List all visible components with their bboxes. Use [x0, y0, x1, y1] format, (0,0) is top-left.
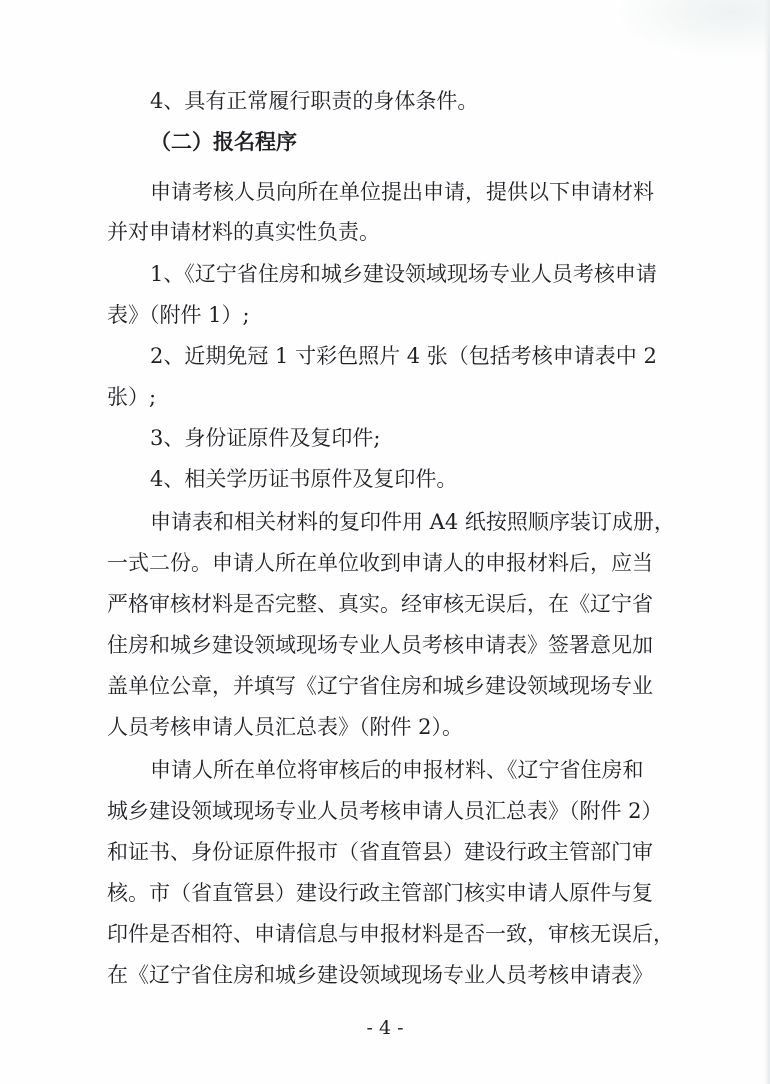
paragraph-line: 印件是否相符、申请信息与申报材料是否一致，审核无误后，: [107, 922, 674, 946]
paragraph-line: 在《辽宁省住房和城乡建设领域现场专业人员考核申请表》: [107, 963, 653, 987]
list-item-application-form: 1、《辽宁省住房和城乡建设领域现场专业人员考核申请: [150, 262, 657, 286]
page-number: - 4 -: [366, 1017, 404, 1039]
paragraph-line: 并对申请材料的真实性负责。: [107, 220, 380, 244]
list-item-education-certificate: 4、相关学历证书原件及复印件。: [150, 467, 458, 491]
paragraph-line: 张）;: [107, 385, 157, 409]
paragraph-line: 申请考核人员向所在单位提出申请，提供以下申请材料: [150, 180, 654, 204]
section-heading-registration-procedure: （二）报名程序: [150, 130, 297, 154]
paragraph-line: 盖单位公章，并填写《辽宁省住房和城乡建设领域现场专业: [107, 674, 653, 698]
paragraph-line: 申请表和相关材料的复印件用 A4 纸按照顺序装订成册，: [150, 510, 675, 534]
scan-edge-shadow: [764, 0, 770, 1084]
list-item-physical-condition: 4、具有正常履行职责的身体条件。: [150, 89, 479, 113]
paragraph-line: 人员考核申请人员汇总表》（附件 2）。: [107, 715, 464, 739]
paragraph-line: 表》（附件 1）;: [107, 303, 250, 327]
paragraph-line: 申请人所在单位将审核后的申报材料、《辽宁省住房和: [150, 758, 644, 782]
list-item-id-card: 3、身份证原件及复印件;: [150, 426, 381, 450]
scan-artifact: [612, 0, 770, 60]
paragraph-line: 和证书、身份证原件报市（省直管县）建设行政主管部门审: [107, 840, 653, 864]
list-item-photos: 2、近期免冠 1 寸彩色照片 4 张（包括考核申请表中 2: [150, 344, 657, 368]
paragraph-line: 核。市（省直管县）建设行政主管部门核实申请人原件与复: [107, 881, 653, 905]
paragraph-line: 严格审核材料是否完整、真实。经审核无误后，在《辽宁省: [107, 592, 653, 616]
paragraph-line: 一式二份。申请人所在单位收到申请人的申报材料后，应当: [107, 551, 653, 575]
paragraph-line: 住房和城乡建设领域现场专业人员考核申请表》签署意见加: [107, 633, 653, 657]
paragraph-line: 城乡建设领域现场专业人员考核申请人员汇总表》（附件 2）: [107, 799, 663, 823]
